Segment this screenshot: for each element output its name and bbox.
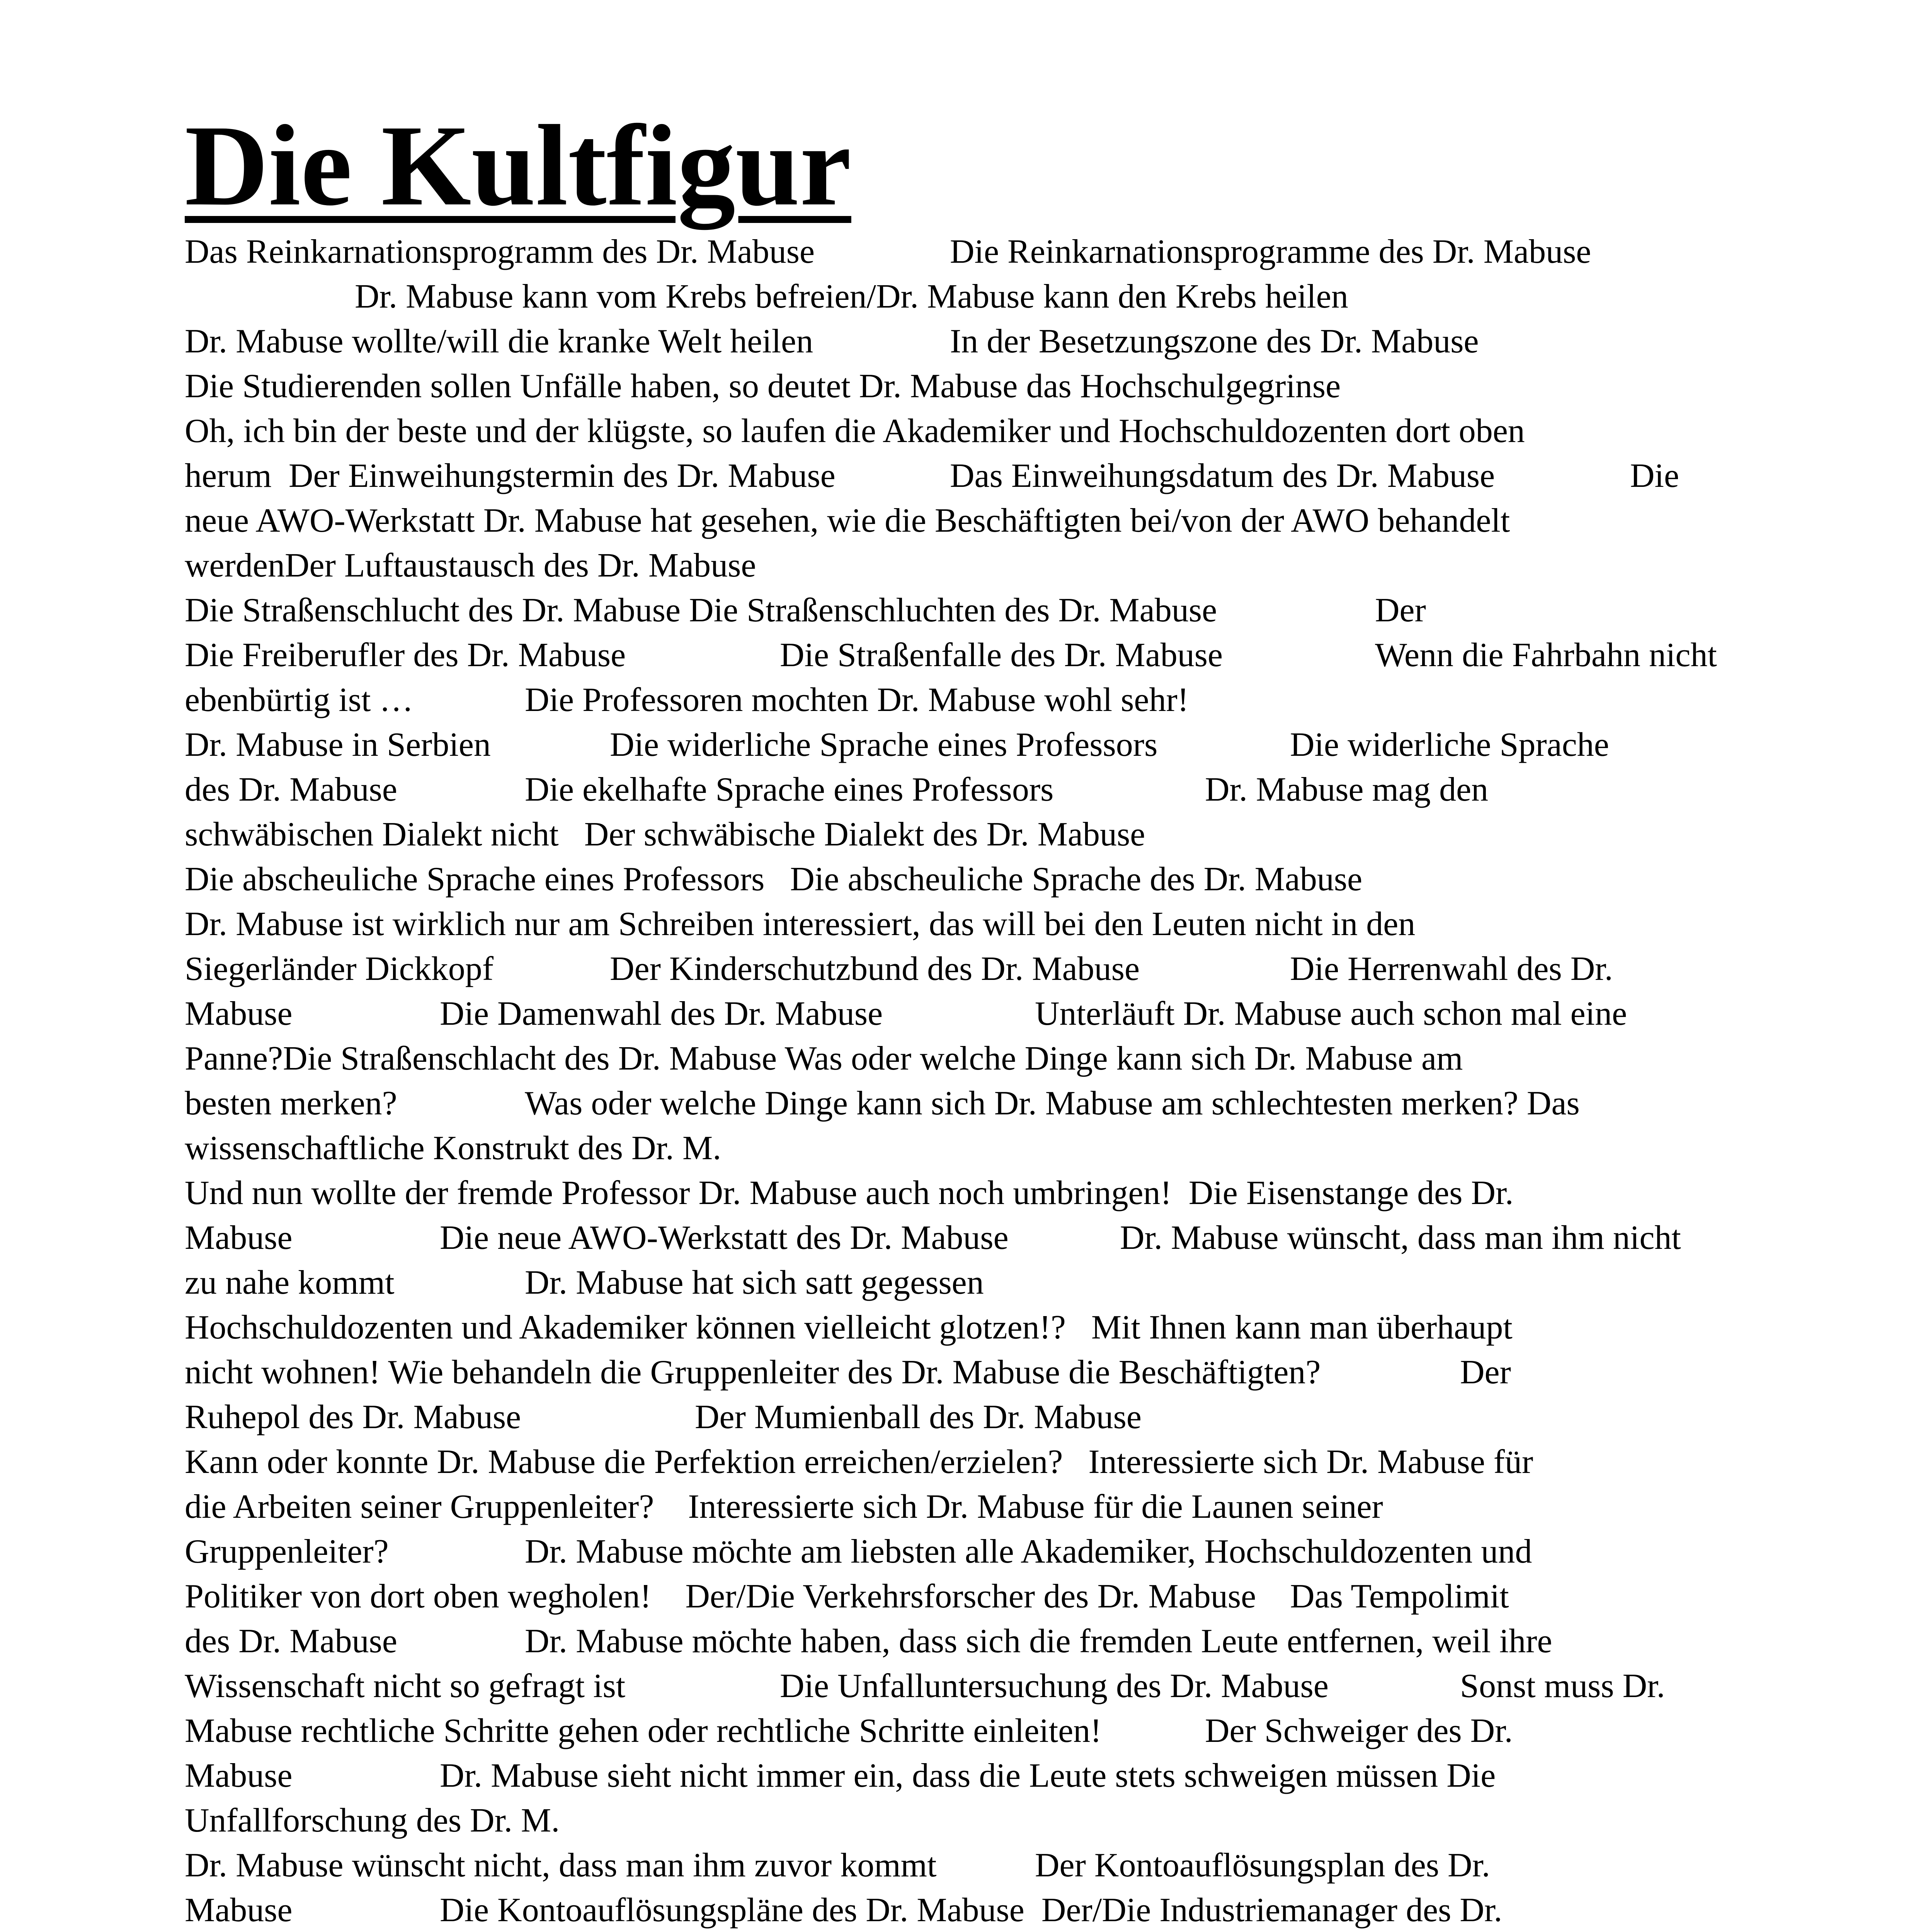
text-line: Siegerländer Dickkopf Der Kinderschutzbund des Dr. Mabuse Die Herrenwahl des Dr. <box>185 950 1613 988</box>
text-line: wissenschaftliche Konstrukt des Dr. M. <box>185 1129 721 1167</box>
text-line: zu nahe kommt Dr. Mabuse hat sich satt gegessen <box>185 1264 984 1301</box>
text-line: Dr. Mabuse wünscht nicht, dass man ihm zuvor kommt Der Kontoauflösungsplan des Dr. <box>185 1847 1491 1884</box>
body-text <box>185 230 1754 1932</box>
text-line: Die Freiberufler des Dr. Mabuse Die Straßenfalle des Dr. Mabuse Wenn die Fahrbahn nicht <box>185 636 1717 674</box>
text-line: Dr. Mabuse kann vom Krebs befreien/Dr. Mabuse kann den Krebs heilen <box>185 278 1348 315</box>
text-line: des Dr. Mabuse Dr. Mabuse möchte haben, dass sich die fremden Leute entfernen, weil ihre <box>185 1622 1552 1660</box>
text-line: Dr. Mabuse wollte/will die kranke Welt heilen In der Besetzungszone des Dr. Mabuse <box>185 323 1479 360</box>
text-line: werdenDer Luftaustausch des Dr. Mabuse <box>185 547 756 584</box>
text-line: herum Der Einweihungstermin des Dr. Mabuse Das Einweihungsdatum des Dr. Mabuse Die <box>185 457 1679 495</box>
text-line: Ruhepol des Dr. Mabuse Der Mumienball des Dr. Mabuse <box>185 1398 1142 1436</box>
page-title: Die Kultfigur <box>185 101 851 230</box>
text-line: Die Studierenden sollen Unfälle haben, so deutet Dr. Mabuse das Hochschulgegrinse <box>185 367 1341 405</box>
text-line: Mabuse Die Damenwahl des Dr. Mabuse Unterläuft Dr. Mabuse auch schon mal eine <box>185 995 1627 1032</box>
text-line: Unfallforschung des Dr. M. <box>185 1802 560 1839</box>
text-line: Oh, ich bin der beste und der klügste, so laufen die Akademiker und Hochschuldozenten dort oben <box>185 412 1525 450</box>
text-line: die Arbeiten seiner Gruppenleiter? Interessierte sich Dr. Mabuse für die Launen seiner <box>185 1488 1383 1526</box>
text-line: Dr. Mabuse in Serbien Die widerliche Sprache eines Professors Die widerliche Sprache <box>185 726 1609 764</box>
text-line: nicht wohnen! Wie behandeln die Gruppenleiter des Dr. Mabuse die Beschäftigten? Der <box>185 1354 1511 1391</box>
text-line: Hochschuldozenten und Akademiker können vielleicht glotzen!? Mit Ihnen kann man überhaupt <box>185 1309 1513 1346</box>
text-line: besten merken? Was oder welche Dinge kann sich Dr. Mabuse am schlechtesten merken? Das <box>185 1085 1580 1122</box>
text-line: ebenbürtig ist … Die Professoren mochten Dr. Mabuse wohl sehr! <box>185 681 1189 719</box>
text-line: schwäbischen Dialekt nicht Der schwäbische Dialekt des Dr. Mabuse <box>185 816 1145 853</box>
text-line: Gruppenleiter? Dr. Mabuse möchte am liebsten alle Akademiker, Hochschuldozenten und <box>185 1533 1532 1570</box>
text-line: Mabuse Die Kontoauflösungspläne des Dr. Mabuse Der/Die Industriemanager des Dr. <box>185 1891 1503 1929</box>
text-line: Mabuse Die neue AWO-Werkstatt des Dr. Mabuse Dr. Mabuse wünscht, dass man ihm nicht <box>185 1219 1681 1257</box>
text-line: Wissenschaft nicht so gefragt ist Die Unfalluntersuchung des Dr. Mabuse Sonst muss Dr. <box>185 1667 1665 1705</box>
text-line: Kann oder konnte Dr. Mabuse die Perfektion erreichen/erzielen? Interessierte sich Dr. Mabuse für <box>185 1443 1533 1481</box>
text-line: Politiker von dort oben wegholen! Der/Die Verkehrsforscher des Dr. Mabuse Das Tempolimit <box>185 1578 1509 1615</box>
text-line: Und nun wollte der fremde Professor Dr. Mabuse auch noch umbringen! Die Eisenstange des Dr. <box>185 1174 1514 1212</box>
text-line: Die Straßenschlucht des Dr. Mabuse Die Straßenschluchten des Dr. Mabuse Der <box>185 592 1426 629</box>
text-line: Das Reinkarnationsprogramm des Dr. Mabuse Die Reinkarnationsprogramme des Dr. Mabuse <box>185 233 1591 270</box>
text-line: Mabuse rechtliche Schritte gehen oder rechtliche Schritte einleiten! Der Schweiger des Dr. <box>185 1712 1513 1750</box>
text-line: des Dr. Mabuse Die ekelhafte Sprache eines Professors Dr. Mabuse mag den <box>185 771 1489 808</box>
text-line: Die abscheuliche Sprache eines Professors Die abscheuliche Sprache des Dr. Mabuse <box>185 861 1363 898</box>
text-line: Mabuse Dr. Mabuse sieht nicht immer ein, dass die Leute stets schweigen müssen Die <box>185 1757 1496 1794</box>
text-line: neue AWO-Werkstatt Dr. Mabuse hat gesehen, wie die Beschäftigten bei/von der AWO behandelt <box>185 502 1510 539</box>
text-line: Dr. Mabuse ist wirklich nur am Schreiben interessiert, das will bei den Leuten nicht in den <box>185 905 1416 943</box>
text-line: Panne?Die Straßenschlacht des Dr. Mabuse Was oder welche Dinge kann sich Dr. Mabuse am <box>185 1040 1463 1077</box>
